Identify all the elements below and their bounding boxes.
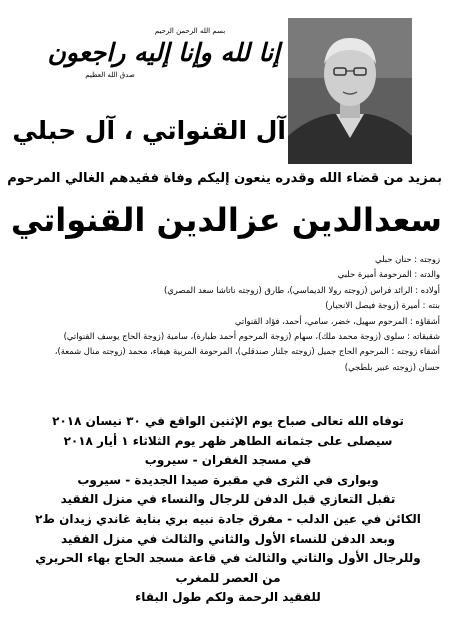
announcement-line: بمزيد من قضاء الله وقدره ينعون إليكم وفاة فقيدهم الغالي المرحوم <box>7 171 442 186</box>
family-names: آل القنواتي ، آل حبلي <box>12 116 286 145</box>
detail-line: ويوارى في الثرى في مقبرة صيدا الجديدة - سيروب <box>77 472 379 487</box>
detail-line: توفاه الله تعالى صباح يوم الإثنين الواقع في ٣٠ نيسان ٢٠١٨ <box>52 414 404 428</box>
detail-line: تقبل التعازي قبل الدفن للرجال والنساء في منزل الفقيد <box>60 492 396 507</box>
relatives-line: حسان (زوجته عبير بلطجي) <box>344 361 440 372</box>
detail-line: سيصلى على جثمانه الطاهر ظهر يوم الثلاثاء ١ أيار ٢٠١٨ <box>63 433 393 448</box>
relatives-line: أشقاؤه : المرحوم سهيل، خضر، سامي، أحمد، فؤاد القنواتي <box>234 315 440 326</box>
quran-verse: إنا لله وإنا إليه راجعون <box>47 38 280 67</box>
verse-source: صدق الله العظيم <box>85 71 135 79</box>
detail-line: وبعد الدفن للنساء الأول والثاني والثالث في منزل الفقيد <box>60 531 396 546</box>
quran-calligraphy <box>47 26 280 106</box>
deceased-name: سعدالدين عزالدين القنواتي <box>10 201 442 239</box>
basmala-text: بسم الله الرحمن الرحيم <box>154 27 226 35</box>
relatives-line: شقيقاته : سلوى (زوجة محمد ملك)، سهام (زوجة المرحوم أحمد طبارة)، سامية (زوجة الحاج يوسف القنواتي) <box>63 330 440 341</box>
detail-line: للفقيد الرحمة ولكم طول البقاء <box>135 590 321 605</box>
relatives-line: زوجته : حنان حبلي <box>375 254 440 264</box>
detail-line: من العصر للمغرب <box>175 570 281 585</box>
funeral-details <box>10 412 446 608</box>
deceased-photo <box>288 18 412 164</box>
detail-line: في مسجد الغفران - سيروب <box>144 453 312 468</box>
relatives-line: بنته : أميرة (زوجة فيصل الانجبار) <box>325 300 440 311</box>
relatives-line: أولاده : الرائد فراس (زوجته رولا الديماسي)، طارق (زوجته ناتاشا سعد المصري) <box>163 284 440 295</box>
detail-line: وللرجال الأول والثاني والثالث في قاعة مسجد الحاج بهاء الحريري <box>35 551 421 566</box>
detail-line: الكائن في عين الدلب - مفرق جادة نبيه بري بناية غاندي زيدان ط٢ <box>35 511 421 526</box>
relatives-line: أشقاء زوجته : المرحوم الحاج جميل (زوجته جلنار صندقلي)، المرحومة المربية هيفاء، محمد (زوجته منال شمعة)، <box>54 346 440 357</box>
portrait-photo-icon <box>288 18 412 164</box>
relatives-list <box>16 252 440 375</box>
relatives-line: والدته : المرحومة أميرة حلبي <box>337 269 440 280</box>
